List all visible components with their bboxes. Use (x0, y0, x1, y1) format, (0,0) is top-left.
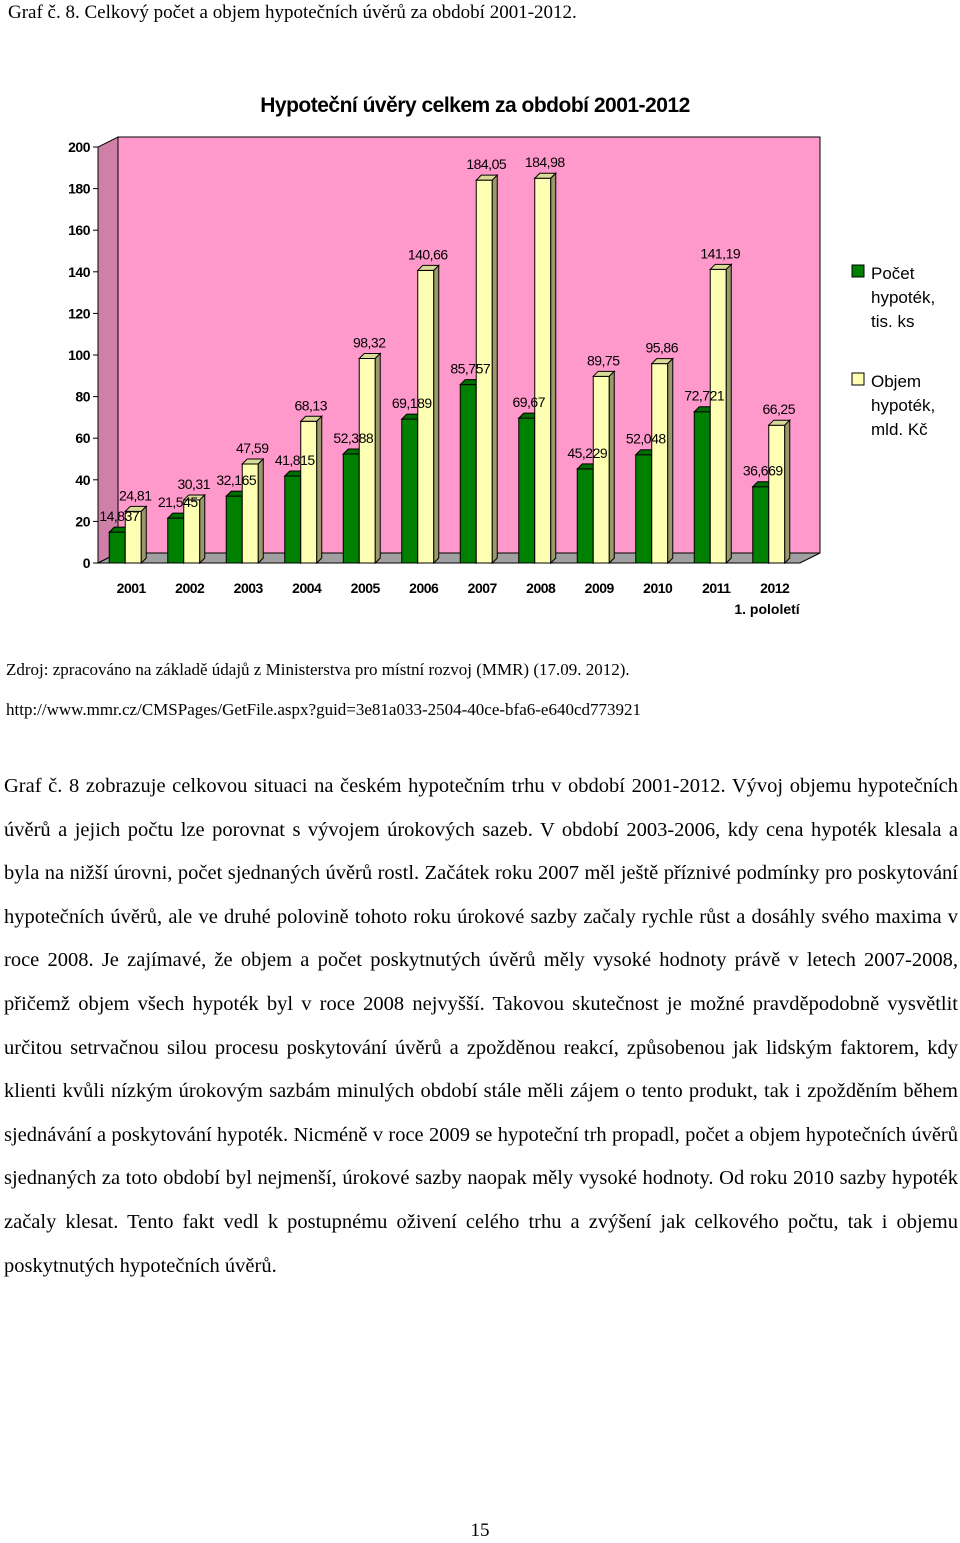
x-axis (117, 580, 790, 596)
bar-volume-2012 (769, 420, 790, 563)
legend-swatch (852, 373, 864, 385)
legend-label: Počet (871, 264, 915, 283)
chart-title: Hypoteční úvěry celkem za období 2001-2012 (260, 94, 690, 117)
data-label-volume-2003: 47,59 (235, 440, 269, 457)
data-label-count-2004: 41,815 (274, 452, 315, 469)
data-label-volume-2006: 140,66 (407, 246, 448, 263)
x-tick-label: 2012 (760, 580, 790, 596)
x-tick-label: 2002 (175, 580, 205, 596)
data-label-volume-2007: 184,05 (466, 156, 507, 173)
x-tick-label: 2005 (350, 580, 380, 596)
data-label-volume-2004: 68,13 (294, 397, 328, 414)
legend (852, 264, 935, 439)
bar-volume-2011 (710, 264, 731, 563)
legend-label: hypoték, (871, 288, 936, 307)
x-tick-label: 2008 (526, 580, 556, 596)
data-label-volume-2010: 95,86 (645, 339, 679, 356)
x-tick-label: 2009 (584, 580, 614, 596)
legend-label: mld. Kč (871, 420, 928, 439)
data-label-volume-2011: 141,19 (700, 245, 741, 262)
legend-label: Objem (871, 372, 922, 391)
y-tick-label: 160 (68, 222, 90, 239)
data-label-count-2012: 36,669 (742, 462, 783, 479)
data-label-count-2008: 69,67 (512, 394, 546, 411)
data-label-volume-2009: 89,75 (586, 352, 620, 369)
page-number: 15 (470, 1520, 490, 1541)
bar-volume-2010 (652, 359, 673, 563)
y-tick-label: 60 (75, 430, 90, 447)
x-axis-sublabel: 1. pololetí (734, 601, 800, 617)
legend-label: hypoték, (871, 396, 936, 415)
data-label-count-2007: 85,757 (450, 360, 491, 377)
bar-volume-2008 (535, 173, 556, 563)
data-label-volume-2008: 184,98 (524, 154, 565, 171)
source-line: Zdroj: zpracováno na základě údajů z Ministerstva pro místní rozvoj (MMR) (17.09. 2012). (6, 660, 630, 679)
data-label-volume-2001: 24,81 (118, 487, 152, 504)
data-label-count-2006: 69,189 (391, 395, 432, 412)
data-label-volume-2012: 66,25 (762, 401, 796, 418)
data-label-count-2010: 52,048 (625, 430, 666, 447)
data-label-count-2001: 14,837 (99, 508, 140, 525)
data-label-count-2009: 45,229 (567, 444, 608, 461)
y-tick-label: 40 (75, 471, 90, 488)
x-tick-label: 2006 (409, 580, 439, 596)
y-tick-label: 100 (68, 347, 90, 363)
data-label-volume-2002: 30,31 (177, 475, 211, 492)
x-tick-label: 2010 (643, 580, 673, 596)
x-tick-label: 2001 (116, 580, 146, 596)
plot-side-wall (98, 137, 118, 563)
y-tick-label: 140 (68, 263, 90, 280)
y-tick-label: 20 (75, 513, 90, 530)
data-label-count-2005: 52,388 (333, 430, 374, 447)
source-url: http://www.mmr.cz/CMSPages/GetFile.aspx?guid=3e81a033-2504-40ce-bfa6-e640cd773921 (6, 700, 642, 719)
x-tick-label: 2007 (467, 580, 497, 596)
legend-label: tis. ks (871, 312, 915, 331)
bar-volume-2006 (418, 265, 439, 563)
bar-volume-2009 (593, 371, 614, 563)
y-tick-label: 80 (75, 388, 90, 405)
x-tick-label: 2003 (233, 580, 263, 596)
y-axis (68, 139, 98, 571)
data-label-count-2002: 21,545 (157, 494, 198, 511)
x-tick-label: 2011 (702, 580, 731, 596)
y-tick-label: 180 (68, 180, 90, 197)
y-tick-label: 120 (68, 305, 90, 322)
mortgage-chart (0, 60, 960, 630)
y-tick-label: 0 (82, 555, 90, 571)
bar-volume-2004 (301, 416, 322, 563)
x-tick-label: 2004 (292, 580, 322, 596)
legend-item-count (852, 264, 935, 331)
data-label-count-2003: 32,165 (216, 472, 257, 489)
body-paragraph: Graf č. 8 zobrazuje celkovou situaci na českém hypotečním trhu v období 2001-2012. Vývoj objemu hypotečních úvěrů a jejich počtu lze porovnat s vývojem úrokových sazeb. V období 2003-2006, kdy cena hypoték klesala a byla na nižší úrovni, počet sjednaných úvěrů rostl. Začátek roku 2007 měl ještě příznivé podmínky pro poskytování hypotečních úvěrů, ale ve druhé polovině tohoto roku úrokové sazby začaly rychle růst a dosáhly svého maxima v roce 2008. Je zajímavé, že objem a počet poskytnutých úvěrů měly vysoké hodnoty právě v letech 2007-2008, přičemž objem všech hypoték byl v roce 2008 nejvyšší. Takovou skutečnost je možné pravděpodobně vysvětlit určitou setrvačnou silou procesu poskytování úvěrů a zpožděnou reakcí, způsobenou jak lidským faktorem, kdy klienti kvůli nízkým úrokovým sazbám minulých období stále měli zájem o tento produkt, tak i zpožděním během sjednávání a poskytování hypoték. Nicméně v roce 2009 se hypoteční trh propadl, počet a objem hypotečních úvěrů sjednaných za toto období byl nejmenší, úrokové sazby naopak měly vysoké hodnoty. Od roku 2010 sazby hypoték začaly klesat. Tento fakt vedl k postupnému oživení celého trhu a zvýšení jak celkového počtu, tak i objemu poskytnutých hypotečních úvěrů. (4, 775, 958, 1277)
figure-caption: Graf č. 8. Celkový počet a objem hypotečních úvěrů za období 2001-2012. (8, 2, 577, 23)
y-tick-label: 200 (68, 139, 90, 155)
bar-volume-2005 (359, 353, 380, 563)
data-label-volume-2005: 98,32 (352, 334, 386, 351)
legend-item-volume (852, 372, 935, 439)
data-label-count-2011: 72,721 (684, 387, 725, 404)
legend-swatch (852, 265, 864, 277)
